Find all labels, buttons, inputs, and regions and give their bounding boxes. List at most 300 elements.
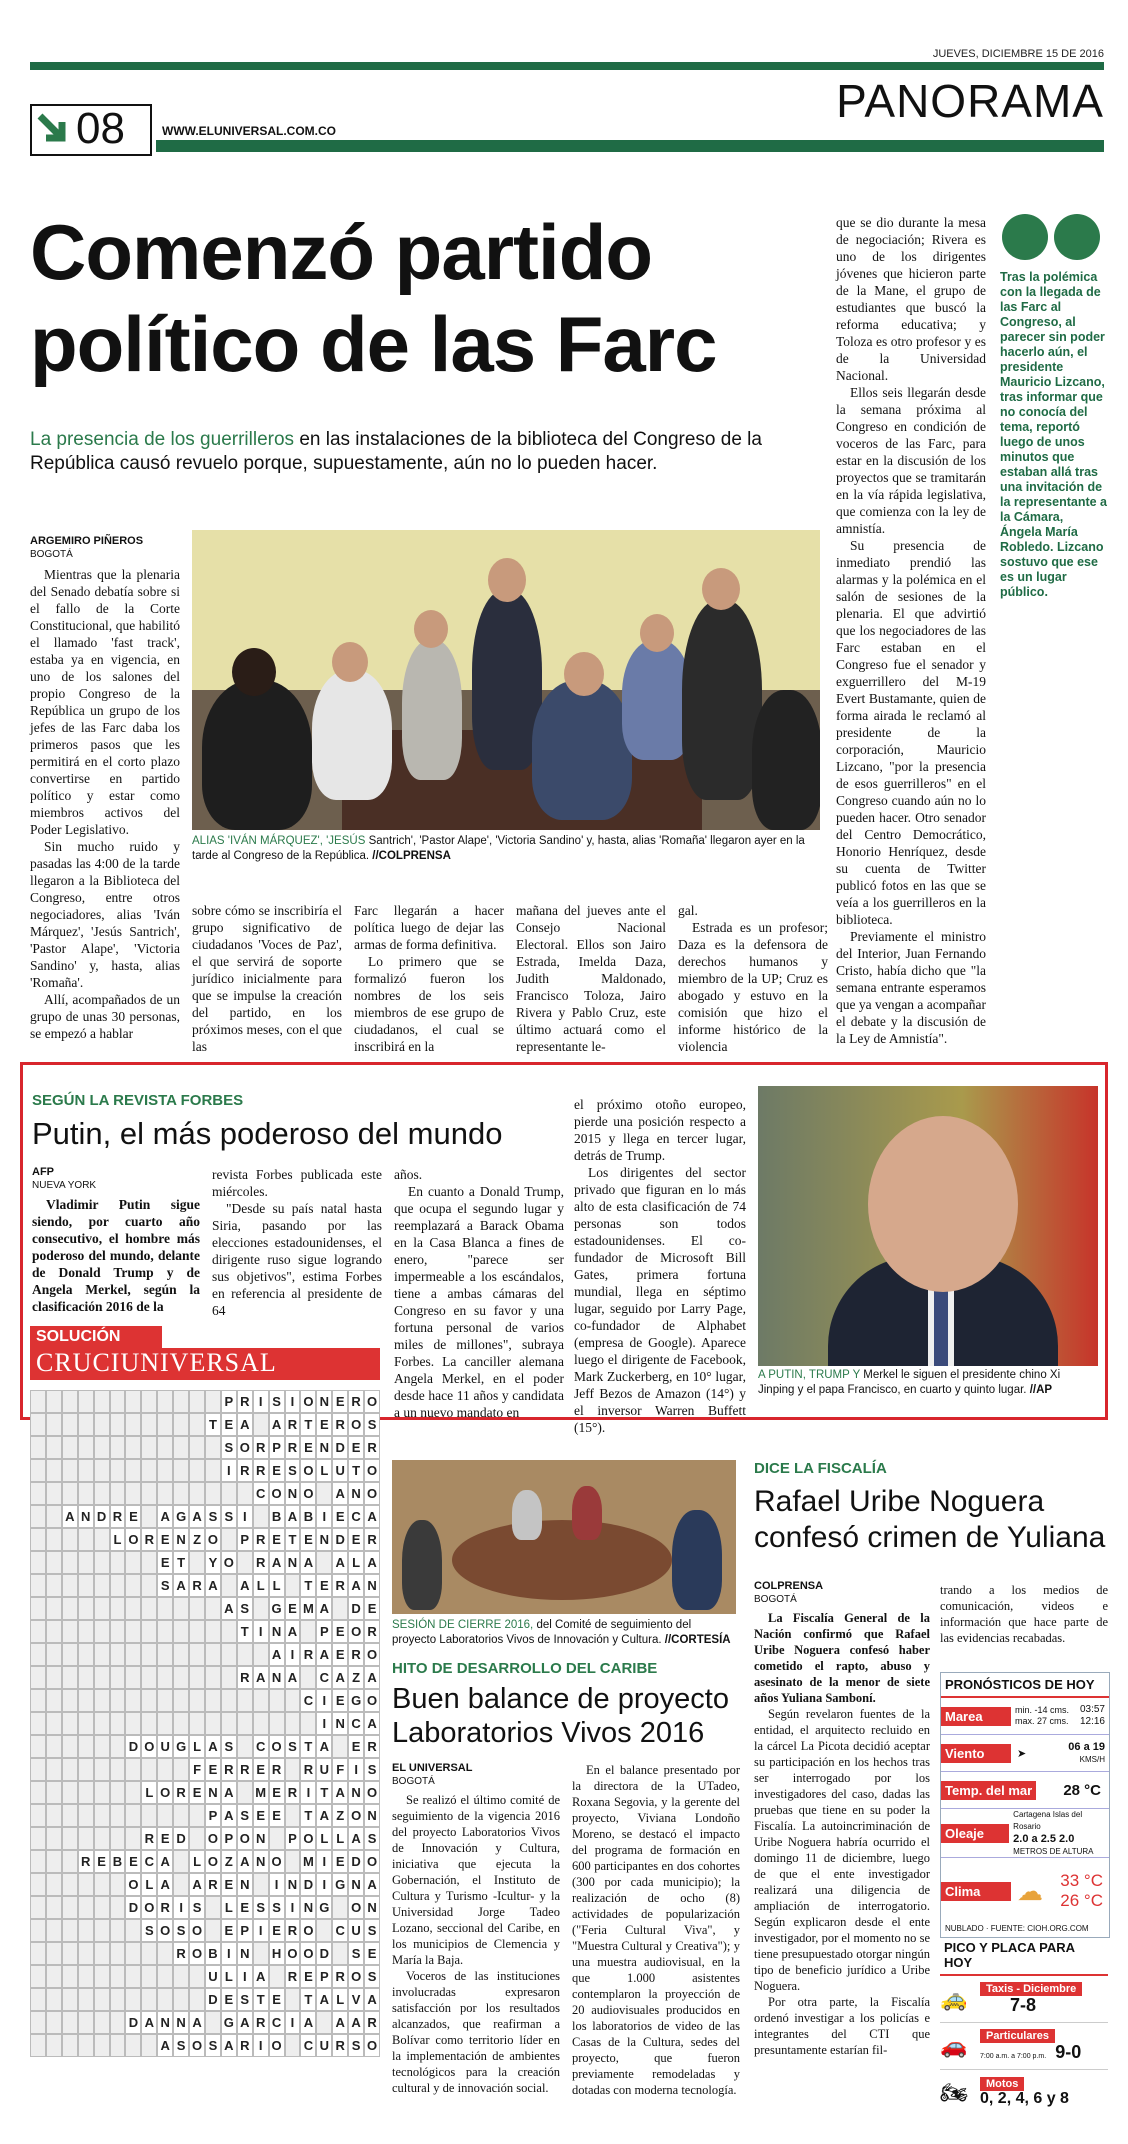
crossword-cell bbox=[125, 2034, 141, 2057]
crossword-cell bbox=[125, 1942, 141, 1965]
crossword-cell bbox=[253, 1712, 269, 1735]
crossword-cell: I bbox=[316, 1689, 332, 1712]
crossword-cell bbox=[62, 2011, 78, 2034]
crossword-cell bbox=[189, 1827, 205, 1850]
pico-placa-title: PICO Y PLACA PARA HOY bbox=[940, 1936, 1108, 1976]
crossword-cell: R bbox=[348, 1643, 364, 1666]
crossword-cell bbox=[173, 1758, 189, 1781]
crossword-cell bbox=[30, 1896, 46, 1919]
crossword-cell bbox=[46, 1827, 62, 1850]
crossword-cell bbox=[125, 1620, 141, 1643]
crossword-cell bbox=[62, 1965, 78, 1988]
crossword-cell bbox=[30, 1781, 46, 1804]
crossword-cell bbox=[78, 1965, 94, 1988]
crossword-cell: S bbox=[189, 1896, 205, 1919]
crossword-cell bbox=[221, 1689, 237, 1712]
crossword-cell: R bbox=[173, 1942, 189, 1965]
wind-icon: ➤ bbox=[1017, 1747, 1027, 1760]
lab-headline: Buen balance de proyecto Laboratorios Vivos 2016 bbox=[392, 1683, 729, 1749]
crossword-cell bbox=[125, 1459, 141, 1482]
crossword-cell bbox=[46, 1965, 62, 1988]
putin-col-2 bbox=[212, 1166, 382, 1319]
crossword-cell: I bbox=[173, 1896, 189, 1919]
crossword-cell bbox=[94, 1988, 110, 2011]
crossword-cell bbox=[285, 1804, 301, 1827]
crossword-cell bbox=[46, 1735, 62, 1758]
main-col-2-p1: sobre cómo se inscribiría el grupo significativo de ciudadanos 'Voces de Paz', el que servirá de soporte jurídico inicialmente para que se impulse la creación del partido, en los próximos meses, con el que las bbox=[192, 903, 342, 1054]
crossword-cell: T bbox=[285, 1528, 301, 1551]
crossword-cell bbox=[253, 1413, 269, 1436]
crossword-cell: Z bbox=[332, 1804, 348, 1827]
crossword-cell bbox=[78, 1459, 94, 1482]
crossword-cell: U bbox=[348, 1919, 364, 1942]
crossword-cell: C bbox=[300, 2034, 316, 2057]
crossword-cell bbox=[94, 1758, 110, 1781]
lab-caption-text: del Comité de seguimiento del proyecto Laboratorios Vivos de Innovación y Cultura. bbox=[392, 1619, 692, 1646]
crossword-cell: O bbox=[269, 1735, 285, 1758]
crossword-cell bbox=[30, 2011, 46, 2034]
crossword-cell bbox=[285, 1850, 301, 1873]
crossword-cell: O bbox=[205, 1850, 221, 1873]
crossword-cell: O bbox=[300, 1827, 316, 1850]
wind-unit: KMS/H bbox=[1079, 1755, 1105, 1764]
crossword-cell: O bbox=[348, 1620, 364, 1643]
uribe-col-1-p1: La Fiscalía General de la Nación confirmó que Rafael Uribe Noguera confesó haber cometido el rapto, abuso y asesinato de la menor de siete años Yuliana Samboní. bbox=[754, 1611, 930, 1705]
crossword-cell: S bbox=[237, 1597, 253, 1620]
crossword-cell: R bbox=[237, 1390, 253, 1413]
motos-value: 0, 2, 4, 6 y 8 bbox=[980, 2090, 1069, 2107]
crossword-cell bbox=[110, 1758, 126, 1781]
crossword-cell: O bbox=[237, 1436, 253, 1459]
crossword-cell bbox=[189, 1643, 205, 1666]
crossword-cell bbox=[30, 1873, 46, 1896]
uribe-kicker: DICE LA FISCALÍA bbox=[754, 1460, 887, 1477]
crossword-cell: O bbox=[269, 2034, 285, 2057]
crossword-cell: E bbox=[332, 1689, 348, 1712]
crossword-cell bbox=[46, 1873, 62, 1896]
crossword-cell: G bbox=[221, 2011, 237, 2034]
crossword-cell bbox=[78, 1436, 94, 1459]
crossword-cell: E bbox=[285, 1597, 301, 1620]
crossword-cell: D bbox=[332, 1528, 348, 1551]
crossword-cell bbox=[221, 1712, 237, 1735]
crossword-cell bbox=[125, 1436, 141, 1459]
crossword-cell bbox=[78, 1528, 94, 1551]
main-col-6-p1: que se dio durante la mesa de negociación; Rivera es uno de los dirigentes jóvenes que hicieron parte de la Mane, el grupo de estudiantes que buscó la reforma educativa; y Toloza es otro profesor y es de la Universidad Nacional. bbox=[836, 215, 986, 383]
crossword-cell: T bbox=[348, 1459, 364, 1482]
crossword-cell: T bbox=[173, 1551, 189, 1574]
crossword-cell bbox=[110, 1827, 126, 1850]
crossword-cell: A bbox=[332, 1482, 348, 1505]
crossword-cell bbox=[62, 1436, 78, 1459]
crossword-cell bbox=[221, 1574, 237, 1597]
deck-highlight: La presencia de los guerrilleros bbox=[30, 429, 295, 450]
main-photo-caption bbox=[192, 834, 820, 864]
crossword-cell: A bbox=[285, 1666, 301, 1689]
crossword-cell: A bbox=[300, 1551, 316, 1574]
crossword-cell: V bbox=[348, 1988, 364, 2011]
crossword-cell: R bbox=[253, 1459, 269, 1482]
crossword-cell: O bbox=[157, 1781, 173, 1804]
crossword-cell bbox=[62, 1804, 78, 1827]
crossword-cell: A bbox=[316, 1643, 332, 1666]
climate-label: Clima bbox=[941, 1882, 1011, 1901]
crossword-cell bbox=[78, 1988, 94, 2011]
crossword-cell: D bbox=[173, 1827, 189, 1850]
crossword-cell bbox=[125, 1574, 141, 1597]
main-col-3-p1: Farc llegarán a hacer política luego de dejar las armas de forma definitiva. bbox=[354, 903, 504, 952]
crossword-cell bbox=[30, 1620, 46, 1643]
crossword-cell bbox=[110, 1482, 126, 1505]
crossword-cell: N bbox=[316, 1436, 332, 1459]
crossword-cell: A bbox=[253, 1666, 269, 1689]
taxi-value: 7-8 bbox=[1010, 1994, 1037, 2015]
crossword-cell: E bbox=[269, 1528, 285, 1551]
crossword-cell bbox=[173, 1413, 189, 1436]
crossword-cell: R bbox=[300, 1758, 316, 1781]
crossword-cell bbox=[78, 1482, 94, 1505]
crossword-cell: E bbox=[269, 1781, 285, 1804]
quote-icon bbox=[1002, 214, 1102, 264]
crossword-cell: M bbox=[253, 1781, 269, 1804]
crossword-cell: E bbox=[300, 1436, 316, 1459]
crossword-cell bbox=[110, 1942, 126, 1965]
crossword-cell: E bbox=[253, 1758, 269, 1781]
crossword-cell: D bbox=[332, 1436, 348, 1459]
crossword-cell: A bbox=[348, 1827, 364, 1850]
crossword-cell: A bbox=[237, 1574, 253, 1597]
crossword-cell bbox=[30, 1735, 46, 1758]
crossword-cell bbox=[332, 1942, 348, 1965]
crossword-cell: S bbox=[173, 1919, 189, 1942]
crossword-cell: T bbox=[300, 1735, 316, 1758]
crossword-cell bbox=[46, 1758, 62, 1781]
crossword-cell: P bbox=[237, 1528, 253, 1551]
waves-places: Cartagena Islas del Rosario bbox=[1013, 1809, 1083, 1831]
crossword-cell: O bbox=[141, 1735, 157, 1758]
crossword-cell bbox=[62, 1735, 78, 1758]
car-icon: 🚗 bbox=[940, 2033, 968, 2058]
crossword-cell bbox=[205, 1643, 221, 1666]
crossword-cell: A bbox=[364, 1666, 380, 1689]
crossword-cell bbox=[173, 1620, 189, 1643]
crossword-cell: O bbox=[364, 1390, 380, 1413]
crossword-cell: E bbox=[221, 1873, 237, 1896]
crossword-cell bbox=[157, 1597, 173, 1620]
crossword-cell: R bbox=[332, 2034, 348, 2057]
putin-col-4 bbox=[574, 1096, 746, 1436]
crossword-cell: N bbox=[173, 1528, 189, 1551]
crossword-cell bbox=[78, 1597, 94, 1620]
putin-col-1 bbox=[32, 1196, 200, 1315]
crossword-cell bbox=[110, 1436, 126, 1459]
crossword-cell bbox=[94, 1390, 110, 1413]
crossword-cell bbox=[253, 1597, 269, 1620]
crossword-cell: N bbox=[78, 1505, 94, 1528]
crossword-cell: L bbox=[221, 1896, 237, 1919]
crossword-cell: E bbox=[125, 1505, 141, 1528]
crossword-cell: C bbox=[253, 1735, 269, 1758]
putin-col-4-p2: Los dirigentes del sector privado que figuran en lo más alto de esta clasificación de 74 personas son todos estadounidenses. El co-fundador de Microsoft Bill Gates, primera fortuna mundial, llega en séptimo lugar, seguido por Larry Page, co-fundador de Alphabet (empresa de Google). Aparece luego el dirigente de Facebook, Mark Zuckerberg, en 10° lugar, Jeff Bezos de Amazon (14°) y el inversor Warren Buffett (15°). bbox=[574, 1165, 746, 1435]
putin-col-2-p2: "Desde su país natal hasta Siria, pasando por las elecciones estadounidenses, el dirigente ruso sigue logrando sus objetivos", estima Forbes en referencia al presidente de 64 bbox=[212, 1201, 382, 1318]
crossword-cell: E bbox=[364, 1597, 380, 1620]
crossword-cell bbox=[62, 1666, 78, 1689]
crossword-cell bbox=[125, 1965, 141, 1988]
crossword-cell: S bbox=[173, 2034, 189, 2057]
crossword-cell: I bbox=[285, 2011, 301, 2034]
crossword-cell bbox=[141, 1758, 157, 1781]
crossword-cell: A bbox=[316, 1988, 332, 2011]
crossword-cell bbox=[205, 1597, 221, 1620]
crossword-cell bbox=[30, 1804, 46, 1827]
crossword-cell bbox=[332, 1597, 348, 1620]
crossword-cell bbox=[62, 1413, 78, 1436]
crossword-cell bbox=[157, 1965, 173, 1988]
crossword-cell: C bbox=[348, 1505, 364, 1528]
crossword-cell: R bbox=[237, 1459, 253, 1482]
crossword-cell bbox=[94, 1781, 110, 1804]
crossword-cell: T bbox=[300, 1413, 316, 1436]
sea-temp-value: 28 °C bbox=[1063, 1781, 1101, 1799]
crossword-cell bbox=[205, 2011, 221, 2034]
crossword-cell bbox=[316, 2011, 332, 2034]
crossword-cell: D bbox=[125, 2011, 141, 2034]
crossword-cell bbox=[110, 2011, 126, 2034]
crossword-cell bbox=[62, 1781, 78, 1804]
crossword-cell bbox=[94, 1689, 110, 1712]
main-col-6 bbox=[836, 214, 986, 1047]
crossword-cell bbox=[46, 1459, 62, 1482]
crossword-cell: O bbox=[300, 1482, 316, 1505]
crossword-cell bbox=[46, 1574, 62, 1597]
crossword-cell bbox=[189, 1551, 205, 1574]
crossword-cell bbox=[62, 1528, 78, 1551]
main-col-6-p4: Previamente el ministro del Interior, Juan Fernando Cristo, había dicho que "la semana entrante esperamos que ya vengan a acompañar el debate y la discusión de la Ley de Amnistía". bbox=[836, 929, 986, 1046]
crossword-cell: E bbox=[332, 1505, 348, 1528]
crossword-cell bbox=[46, 1390, 62, 1413]
crossword-cell bbox=[30, 1528, 46, 1551]
crossword-cell bbox=[205, 1896, 221, 1919]
crossword-cell: G bbox=[316, 1896, 332, 1919]
crossword-cell bbox=[173, 1482, 189, 1505]
crossword-cell bbox=[237, 1551, 253, 1574]
crossword-cell: N bbox=[364, 1574, 380, 1597]
crossword-cell: C bbox=[316, 1666, 332, 1689]
crossword-cell bbox=[110, 1804, 126, 1827]
crossword-cell bbox=[62, 1574, 78, 1597]
crossword-cell: B bbox=[300, 1505, 316, 1528]
crossword-cell: I bbox=[285, 1390, 301, 1413]
crossword-cell: I bbox=[316, 1873, 332, 1896]
crossword-cell bbox=[78, 1643, 94, 1666]
crossword-cell bbox=[221, 1643, 237, 1666]
crossword-cell bbox=[141, 1413, 157, 1436]
crossword-cell: D bbox=[300, 1873, 316, 1896]
crossword-cell: A bbox=[285, 1505, 301, 1528]
crossword-cell: A bbox=[62, 1505, 78, 1528]
putin-photo bbox=[758, 1086, 1098, 1366]
crossword-cell: E bbox=[332, 1620, 348, 1643]
crossword-cell bbox=[94, 1597, 110, 1620]
putin-caption-text: Merkel le siguen el presidente chino Xi Jinping y el papa Francisco, en cuarto y quinto lugar. bbox=[758, 1369, 1061, 1396]
lab-col-2-p1: En el balance presentado por la directora de la UTadeo, Roxana Segovia, y la gerente del proyecto, Viviana Londoño Moreno, se destacó el impacto del programa de formación en 600 participantes en dos cohortes (300 por cada municipio); la realización de ocho (8) actividades de popularización ("Feria Cultural Viva", y "Muestra Cultural y Creativa"); y una muestra audiovisual, en la que 1.000 asistentes contemplaron la proyección de 20 audiovisuales producidos en los laboratorios de video de las Casas de la Cultura, sedes del proyecto, que fueron previamente remodeladas y dotadas con moderna tecnología. bbox=[572, 1763, 740, 2097]
crossword-cell bbox=[189, 1689, 205, 1712]
crossword-cell: I bbox=[253, 1390, 269, 1413]
page-tag bbox=[30, 104, 152, 156]
lab-col-1-p2: Voceros de las instituciones involucradas expresaron satisfacción por los resultados alcanzados, que reafirman a Bolívar como territorio líder en la implementación de ambientes tecnológicos para la creación cultural y de innovación social. bbox=[392, 1969, 560, 2095]
crossword-cell bbox=[141, 1482, 157, 1505]
crossword-cell bbox=[46, 1850, 62, 1873]
crossword-cell bbox=[157, 1712, 173, 1735]
crossword-cell bbox=[125, 1643, 141, 1666]
wind-label: Viento bbox=[941, 1744, 1011, 1763]
crossword-cell: I bbox=[221, 1459, 237, 1482]
main-col-3-p2: Lo primero que se formalizó fueron los nombres de los seis miembros de ese grupo de ciudadanos, el cual se inscribirá en la bbox=[354, 954, 504, 1054]
crossword-cell bbox=[62, 1827, 78, 1850]
crossword-cell bbox=[125, 1758, 141, 1781]
crossword-cell: O bbox=[348, 1804, 364, 1827]
crossword-cell: A bbox=[332, 1551, 348, 1574]
crossword-cell bbox=[94, 1574, 110, 1597]
uribe-col-1-p3: Por otra parte, la Fiscalía ordenó investigar a los policías e integrantes del CTI que presuntamente estarían fil- bbox=[754, 1995, 930, 2057]
private-hours: 7:00 a.m. a 7:00 p.m. bbox=[980, 2052, 1047, 2060]
crossword-cell bbox=[141, 1965, 157, 1988]
crossword-cell: O bbox=[189, 1942, 205, 1965]
crossword-cell bbox=[157, 1666, 173, 1689]
crossword-cell: E bbox=[269, 1459, 285, 1482]
crossword-cell: T bbox=[300, 1574, 316, 1597]
sidebar-quote: Tras la polémica con la llegada de las Farc al Congreso, al parecer sin poder hacerlo aún, el presidente Mauricio Lizcano, tras informar que no conocía del tema, reportó luego de unos minutos que estaban allá tras una invitación de la representante a la Cámara, Ángela María Robledo. Lizcano sostuvo que ese es un lugar público. bbox=[1000, 270, 1107, 599]
crossword-cell bbox=[253, 1643, 269, 1666]
crossword-cell: I bbox=[237, 1965, 253, 1988]
crossword-cell bbox=[269, 1827, 285, 1850]
crossword-cell: R bbox=[285, 1965, 301, 1988]
crossword-cell bbox=[125, 1390, 141, 1413]
crossword-cell: S bbox=[221, 1505, 237, 1528]
crossword-cell: S bbox=[141, 1919, 157, 1942]
crossword-cell bbox=[110, 1413, 126, 1436]
taxi-icon: 🚕 bbox=[940, 1986, 968, 2011]
waves-label: Oleaje bbox=[941, 1824, 1009, 1843]
crossword-cell bbox=[62, 1459, 78, 1482]
crossword-cell: E bbox=[332, 1643, 348, 1666]
crossword-cell bbox=[316, 1919, 332, 1942]
crossword-cell: F bbox=[189, 1758, 205, 1781]
waves-unit: METROS DE ALTURA bbox=[1013, 1846, 1094, 1856]
crossword-cell bbox=[205, 1919, 221, 1942]
crossword-cell: D bbox=[94, 1505, 110, 1528]
crossword-cell bbox=[78, 1551, 94, 1574]
crossword-cell bbox=[30, 1827, 46, 1850]
crossword-cell: A bbox=[285, 1620, 301, 1643]
lab-photo-caption bbox=[392, 1618, 736, 1648]
crossword-cell: A bbox=[364, 1873, 380, 1896]
crossword-cell bbox=[205, 1436, 221, 1459]
putin-col-3 bbox=[394, 1166, 564, 1421]
crossword-cell: E bbox=[300, 1965, 316, 1988]
crossword-cell: E bbox=[157, 1528, 173, 1551]
crossword-cell bbox=[46, 1528, 62, 1551]
crossword-cell: R bbox=[364, 1436, 380, 1459]
main-col-1-p2: Sin mucho ruido y pasadas las 4:00 de la tarde llegaron a la Biblioteca del Congreso, entre otros negociadores, alias 'Iván Márquez', 'Jesús Santrich', 'Pastor Alape', 'Victoria Sandino' y, hasta, alias 'Romaña'. bbox=[30, 839, 180, 990]
crossword-cell: E bbox=[316, 1574, 332, 1597]
crossword-cell bbox=[189, 1965, 205, 1988]
pico-row-taxis bbox=[940, 1976, 1108, 2023]
weather-seatemp-row bbox=[941, 1772, 1109, 1809]
crossword-cell: U bbox=[332, 1459, 348, 1482]
crossword-cell: N bbox=[348, 1482, 364, 1505]
crossword-cell bbox=[157, 1620, 173, 1643]
crossword-cell: R bbox=[332, 1965, 348, 1988]
crossword-cell: O bbox=[348, 1413, 364, 1436]
crossword-cell bbox=[110, 1597, 126, 1620]
crossword-cell bbox=[46, 1597, 62, 1620]
crossword-cell bbox=[78, 1712, 94, 1735]
crossword-cell: L bbox=[316, 1827, 332, 1850]
crossword-cell: I bbox=[253, 1919, 269, 1942]
crossword-cell: R bbox=[332, 1413, 348, 1436]
crossword-cell: C bbox=[300, 1689, 316, 1712]
crossword-cell bbox=[94, 1551, 110, 1574]
crossword-cell: T bbox=[316, 1781, 332, 1804]
crossword-cell: O bbox=[125, 1528, 141, 1551]
crossword-cell bbox=[78, 1942, 94, 1965]
lab-caption-lead: SESIÓN DE CIERRE 2016, bbox=[392, 1619, 534, 1631]
crossword-cell bbox=[62, 1758, 78, 1781]
crossword-cell bbox=[46, 1689, 62, 1712]
crossword-cell: G bbox=[173, 1735, 189, 1758]
crossword-cell: D bbox=[125, 1896, 141, 1919]
crossword-cell bbox=[62, 1597, 78, 1620]
crossword-cell bbox=[30, 1942, 46, 1965]
crossword-cell: O bbox=[348, 1965, 364, 1988]
crossword-cell: P bbox=[221, 1827, 237, 1850]
crossword-cell bbox=[46, 1712, 62, 1735]
crossword-cell bbox=[62, 2034, 78, 2057]
crossword-cell bbox=[300, 1712, 316, 1735]
crossword-cell: A bbox=[173, 1574, 189, 1597]
crossword-cell: A bbox=[221, 1804, 237, 1827]
crossword-cell: R bbox=[285, 1919, 301, 1942]
crossword-cell: R bbox=[285, 1781, 301, 1804]
crossword-cell: C bbox=[253, 1482, 269, 1505]
crossword-cell bbox=[94, 1666, 110, 1689]
crossword-cell bbox=[110, 1666, 126, 1689]
crossword-cell bbox=[157, 1689, 173, 1712]
crossword-cell bbox=[237, 1781, 253, 1804]
crossword-cell: S bbox=[348, 2034, 364, 2057]
crossword-cell bbox=[78, 1413, 94, 1436]
crossword-cell bbox=[237, 1689, 253, 1712]
crossword-cell bbox=[30, 1390, 46, 1413]
lab-kicker: HITO DE DESARROLLO DEL CARIBE bbox=[392, 1660, 658, 1677]
crossword-cell bbox=[30, 1666, 46, 1689]
crossword-cell: P bbox=[316, 1965, 332, 1988]
arrow-icon bbox=[36, 112, 70, 146]
crossword-cell: I bbox=[300, 1781, 316, 1804]
crossword-cell bbox=[78, 1689, 94, 1712]
crossword-cell bbox=[46, 2034, 62, 2057]
crossword-cell bbox=[94, 1413, 110, 1436]
crossword-cell: O bbox=[189, 2034, 205, 2057]
crossword-cell: T bbox=[237, 1620, 253, 1643]
crossword-cell: E bbox=[332, 1850, 348, 1873]
crossword-cell bbox=[46, 1643, 62, 1666]
crossword-cell: N bbox=[285, 1873, 301, 1896]
crossword-cell: O bbox=[205, 1827, 221, 1850]
headline-line-1: Comenzó partido bbox=[30, 208, 652, 296]
crossword-cell: U bbox=[157, 1735, 173, 1758]
